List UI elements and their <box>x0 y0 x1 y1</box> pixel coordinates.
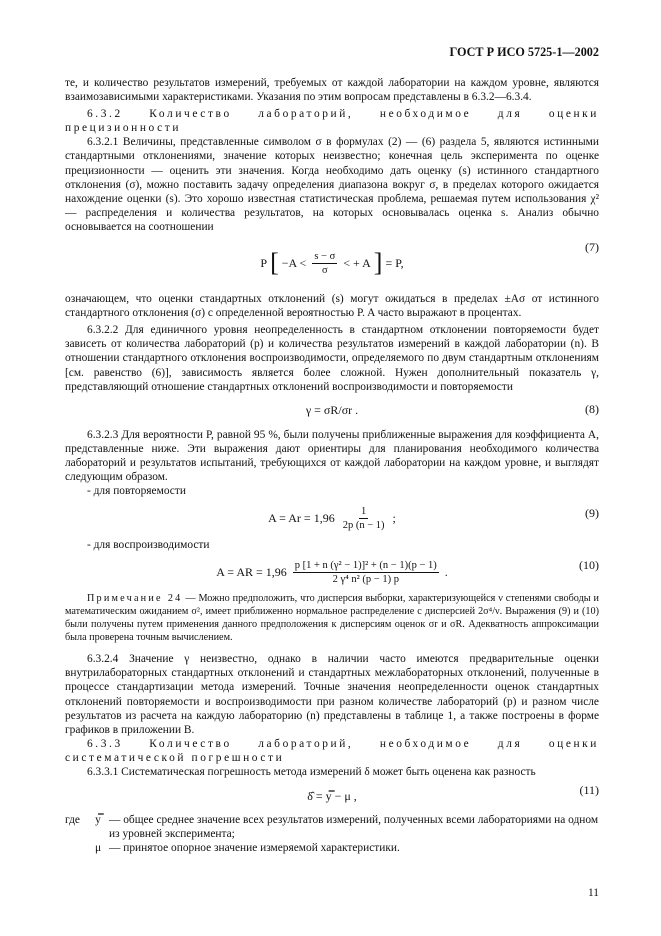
paragraph-6-3-2-1: 6.3.2.1 Величины, представленные символом σ в формулах (2) — (6) раздела 5, являются истинными стандартными отклонениями, значение которых неизвестно; конечная цель эксперимента по оценке прецизионности — оценить эти значения. Когда необходимо дать оценку (s) истинного стандартного отклонения (σ), можно поставить задачу определения диапазона вокруг σ, в пределах которого ожидается нахождение оценки (s). Это хорошо известная статистическая проблема, решаемая путем использования χ² — распределения и количества результатов, на которых основывалась оценка s. Анализ обычно основывается на соотношении <box>65 136 599 233</box>
eq10-lhs: A = AR = 1,96 <box>216 564 287 579</box>
equation-number-11: (11) <box>579 783 599 798</box>
section-heading-6-3-2: 6.3.2 Количество лабораторий, необходимое для оценки прецизионности <box>65 108 599 135</box>
eq7-a2: < + A <box>343 255 371 270</box>
equation-11 <box>65 779 599 813</box>
eq7-right: = P, <box>385 255 404 270</box>
equation-number-9: (9) <box>585 506 599 521</box>
where-text-2: — принятое опорное значение измеряемой характеристики. <box>109 842 400 855</box>
equation-7: P [ −A < $\frac{s - \sigma}{\sigma}$ < + A ] = P, (7) <box>260 240 599 278</box>
label-repeatability: - для повторяемости <box>87 485 186 498</box>
paragraph-6-3-3-1: 6.3.3.1 Систематическая погрешность метода измерений δ может быть оценена как разность <box>87 766 536 778</box>
eq9-fraction: $\frac{1}{2p (n - 1)}$ <box>342 505 385 531</box>
paragraph-6-3-2-4: 6.3.2.4 Значение γ неизвестно, однако в наличии часто имеются предварительные оценки внутрилабораторных стандартных отклонений и стандартных межлабораторных отклонений, полученные в процессе стандартизации метода измерений. Точные значения неопределенности оценок стандартных отклонений повторяемости и воспроизводимости при разном количестве лабораторий (p) и разном числе результатов из расчета на каждую лабораторию (n) представлены в таблице 1, а также построены в форме графиков в приложении В. <box>65 653 599 736</box>
paragraph-intro: те, и количество результатов измерений, требуемых от каждой лаборатории на каждом уровне, являются взаимозависимыми характеристиками. Указания по этим вопросам представлены в 6.3.2—6.3.4. <box>65 77 599 104</box>
eq11-text: δ̂ = y̿ − μ , <box>307 788 357 803</box>
page-header: ГОСТ Р ИСО 5725-1—2002 <box>449 45 599 59</box>
eq7-a1: −A < <box>281 255 307 270</box>
equation-10 <box>65 552 599 592</box>
paragraph-after-7: означающем, что оценки стандартных отклонений (s) могут ожидаться в пределах ±Aσ от истинного стандартного отклонения (σ) с определенной вероятностью P. A часто выражают в процентах. <box>65 293 599 320</box>
where-label: где <box>65 814 80 827</box>
equation-9 <box>65 498 599 538</box>
where-row-1 <box>65 813 599 841</box>
note-text: — Можно предположить, что дисперсия выборки, характеризующейся ν степенями свободы и математическим ожиданием σ², имеет приближенно нормальное распределение с дисперсией 2σ⁴/ν. Выражения (9) и (10) были получены путем применения данного предположения к дисперсиям оценок σr и σR. Адекватность аппроксимации была проверена точным вычислением. <box>65 593 599 644</box>
note-24 <box>65 592 599 644</box>
where-text-1: — общее среднее значение всех результатов измерений, полученных всеми лабораториями на одном из уровней эксперимента; <box>109 814 599 841</box>
eq7-left: P <box>260 255 268 270</box>
eq9-lhs: A = Ar = 1,96 <box>268 510 335 525</box>
section-heading-6-3-3: 6.3.3 Количество лабораторий, необходимое для оценки систематической погрешности <box>65 737 599 764</box>
page-number: 11 <box>588 887 599 899</box>
eq10-tail: . <box>444 564 448 579</box>
equation-number-7: (7) <box>585 240 599 255</box>
where-symbol-2: μ <box>94 842 102 855</box>
equation-number-8: (8) <box>585 401 599 416</box>
eq10-fraction: $\frac{\text{p [1 + n (γ² − 1)]² + (n − 1)(p − 1)}}{\text{2 γ⁴ n² (p − 1) p}}$ <box>294 559 437 585</box>
eq8-text: γ = σR/σr . <box>305 403 359 418</box>
equation-number-10: (10) <box>579 558 599 573</box>
paragraph-6-3-2-3: 6.3.2.3 Для вероятности P, равной 95 %, были получены приближенные выражения для коэффициента A, представленные ниже. Эти выражения дают ориентиры для планирования необходимого количества лабораторий и результатов испытаний, требующихся от каждой лаборатории на каждом уровне, и выглядят следующим образом. <box>65 428 599 483</box>
page-content <box>65 76 599 855</box>
note-label: Примечание 24 <box>87 593 183 605</box>
where-row-2 <box>65 841 599 855</box>
equation-8 <box>65 394 599 428</box>
eq7-fraction: $\frac{s - \sigma}{\sigma}$ <box>314 250 336 276</box>
where-symbol-1: y̿ <box>95 814 101 827</box>
eq9-tail: ; <box>392 510 396 525</box>
paragraph-6-3-2-2: 6.3.2.2 Для единичного уровня неопределенность в стандартном отклонении повторяемости будет зависеть от количества лабораторий (p) и количества результатов измерений в каждой лаборатории (n). В отношении стандартного отклонения воспроизводимости, определяемого по двум стандартным отклонениям [см. равенство (6)], зависимость является более сложной. Нужен дополнительный показатель γ, представляющий отношение стандартных отклонений воспроизводимости и повторяемости <box>65 324 599 393</box>
label-reproducibility: - для воспроизводимости <box>87 539 210 552</box>
